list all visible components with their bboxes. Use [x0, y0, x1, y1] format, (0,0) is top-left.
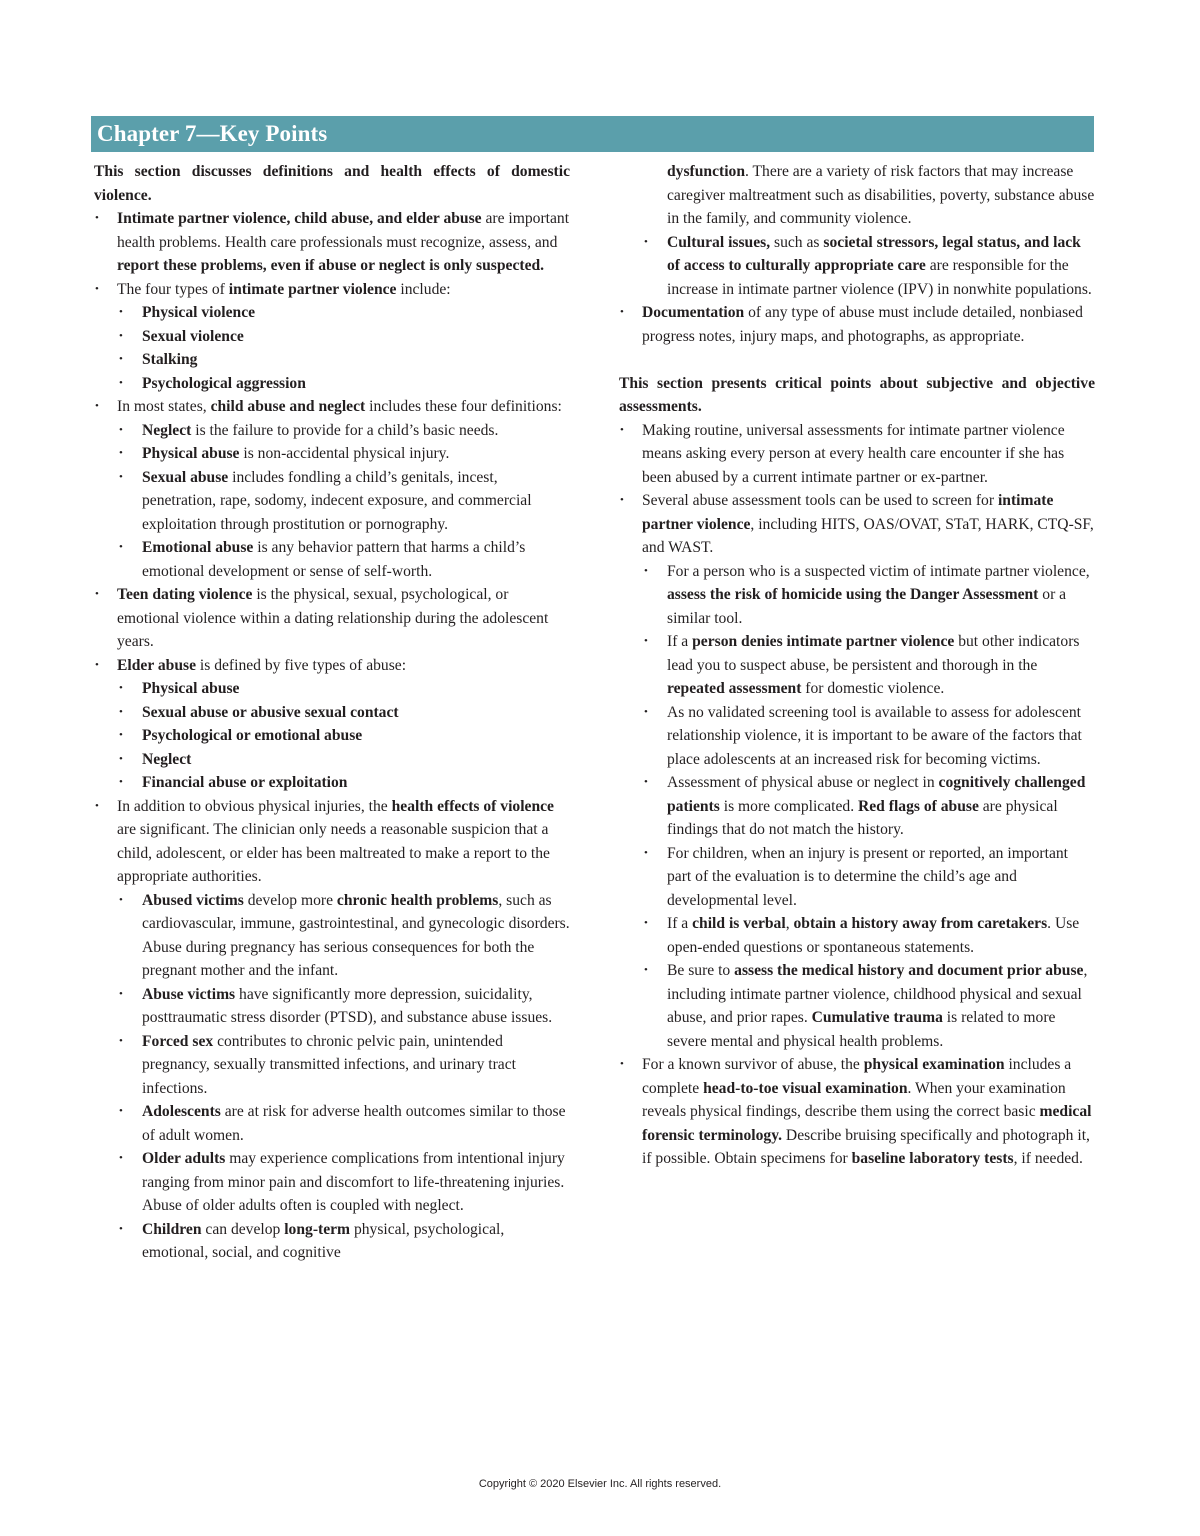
list-item: • Psychological aggression [94, 372, 570, 396]
list-item: • Neglect [94, 748, 570, 772]
sub-list [94, 301, 570, 395]
list-item: • Elder abuse is defined by five types of abuse: • Physical abuse • Sexual abuse or abusive sexual contact • Psychological or emotional abuse • Neglect • Financial abuse or exploitation [94, 654, 570, 795]
list-item: • Making routine, universal assessments for intimate partner violence means asking every person at every health care encounter if she has been abused by a current intimate partner or ex-partner. [619, 419, 1095, 490]
list-item: • Abused victims develop more chronic health problems, such as cardiovascular, immune, gastrointestinal, and gynecologic disorders. Abuse during pregnancy has serious consequences for both the pregnant mother and the infant. [94, 889, 570, 983]
list-item: • Adolescents are at risk for adverse health outcomes similar to those of adult women. [94, 1100, 570, 1147]
list-item: • Sexual abuse includes fondling a child’s genitals, incest, penetration, rape, sodomy, indecent exposure, and commercial exploitation through prostitution or pornography. [94, 466, 570, 537]
list-item: • Emotional abuse is any behavior pattern that harms a child’s emotional development or sense of self-worth. [94, 536, 570, 583]
left-column [94, 160, 570, 1265]
list-item: • Physical abuse is non-accidental physical injury. [94, 442, 570, 466]
list-item: • Teen dating violence is the physical, sexual, psychological, or emotional violence within a dating relationship during the adolescent years. [94, 583, 570, 654]
copyright-footer: Copyright © 2020 Elsevier Inc. All rights reserved. [478, 1478, 722, 1490]
list-item: • Assessment of physical abuse or neglect in cognitively challenged patients is more complicated. Red flags of abuse are physical findings that do not match the history. [619, 771, 1095, 842]
list-item: • Sexual abuse or abusive sexual contact [94, 701, 570, 725]
chapter-title-bar [91, 116, 1094, 152]
sub-list [94, 419, 570, 584]
list-item: • Older adults may experience complications from intentional injury ranging from minor pain and discomfort to life-threatening injuries. Abuse of older adults often is coupled with neglect. [94, 1147, 570, 1218]
section-intro: This section discusses definitions and health effects of domestic violence. [94, 163, 570, 204]
list-item: • If a person denies intimate partner violence but other indicators lead you to suspect abuse, be persistent and thorough in the repeated assessment for domestic violence. [619, 630, 1095, 701]
list-item: • Children can develop long-term physical, psychological, emotional, social, and cognitive [94, 1218, 570, 1265]
chapter-title: Chapter 7—Key Points [97, 121, 328, 146]
sub-list [94, 889, 570, 1265]
key-points-list [619, 301, 1095, 348]
list-item: • Cultural issues, such as societal stressors, legal status, and lack of access to culturally appropriate care are responsible for the increase in intimate partner violence (IPV) in nonwhite populations. [619, 231, 1095, 302]
list-item: • Documentation of any type of abuse must include detailed, nonbiased progress notes, injury maps, and photographs, as appropriate. [619, 301, 1095, 348]
list-item: • Stalking [94, 348, 570, 372]
right-column [619, 160, 1095, 1171]
list-item: • If a child is verbal, obtain a history away from caretakers. Use open-ended questions or spontaneous statements. [619, 912, 1095, 959]
list-item: • Physical violence [94, 301, 570, 325]
list-item: • Psychological or emotional abuse [94, 724, 570, 748]
list-item: • As no validated screening tool is available to assess for adolescent relationship violence, it is important to be aware of the factors that place adolescents at an increased risk for becoming victims. [619, 701, 1095, 772]
list-item: • Financial abuse or exploitation [94, 771, 570, 795]
sub-list [94, 677, 570, 795]
list-item: • Several abuse assessment tools can be used to screen for intimate partner violence, including HITS, OAS/OVAT, STaT, HARK, CTQ-SF, and WAST. • For a person who is a suspected victim of intimate partner violence, assess the risk of homicide using the Danger Assessment or a similar tool. • If a person denies intimate partner violence but other indicators lead you to suspect abuse, be persistent and thorough in the repeated assessment for domestic violence. • As no validated screening tool is available to assess for adolescent relationship violence, it is important to be aware of the factors that place adolescents at an increased risk for becoming victims. • Assessment of physical abuse or neglect in cognitively challenged patients is more complicated. Red flags of abuse are physical findings that do not match the history. • For children, when an injury is present or reported, an important part of the evaluation is to determine the child’s age and developmental level. • If a child is verbal, obtain a history away from caretakers. Use open-ended questions or spontaneous statements. • Be sure to assess the medical history and document prior abuse, including intimate partner violence, childhood physical and sexual abuse, and prior rapes. Cumulative trauma is related to more severe mental and physical health problems. [619, 489, 1095, 1053]
key-points-list [94, 207, 570, 1265]
list-item: • For a known survivor of abuse, the physical examination includes a complete head-to-toe visual examination. When your examination reveals physical findings, describe them using the correct basic medical forensic terminology. Describe bruising specifically and photograph it, if possible. Obtain specimens for baseline laboratory tests, if needed. [619, 1053, 1095, 1171]
list-item: • Sexual violence [94, 325, 570, 349]
list-item: • Physical abuse [94, 677, 570, 701]
list-item: • Abuse victims have significantly more depression, suicidality, posttraumatic stress disorder (PTSD), and substance abuse issues. [94, 983, 570, 1030]
key-points-list [619, 419, 1095, 1171]
list-item: • Neglect is the failure to provide for a child’s basic needs. [94, 419, 570, 443]
list-item: • The four types of intimate partner violence include: • Physical violence • Sexual violence • Stalking • Psychological aggression [94, 278, 570, 396]
list-item: • For a person who is a suspected victim of intimate partner violence, assess the risk of homicide using the Danger Assessment or a similar tool. [619, 560, 1095, 631]
continued-text: dysfunction. There are a variety of risk factors that may increase caregiver maltreatment such as disabilities, poverty, substance abuse in the family, and community violence. [667, 163, 1095, 227]
list-item: • For children, when an injury is present or reported, an important part of the evaluation is to determine the child’s age and developmental level. [619, 842, 1095, 913]
list-item: • In most states, child abuse and neglect includes these four definitions: • Neglect is the failure to provide for a child’s basic needs. • Physical abuse is non-accidental physical injury. • Sexual abuse includes fondling a child’s genitals, incest, penetration, rape, sodomy, indecent exposure, and commercial exploitation through prostitution or pornography. • Emotional abuse is any behavior pattern that harms a child’s emotional development or sense of self-worth. [94, 395, 570, 583]
list-item: • Intimate partner violence, child abuse, and elder abuse are important health problems. Health care professionals must recognize, assess, and report these problems, even if abuse or neglect is only suspected. [94, 207, 570, 278]
section-intro: This section presents critical points about subjective and objective assessments. [619, 374, 1095, 415]
list-item: • Be sure to assess the medical history and document prior abuse, including intimate partner violence, childhood physical and sexual abuse, and prior rapes. Cumulative trauma is related to more severe mental and physical health problems. [619, 959, 1095, 1053]
list-item: • In addition to obvious physical injuries, the health effects of violence are significant. The clinician only needs a reasonable suspicion that a child, adolescent, or elder has been maltreated to make a report to the appropriate authorities. • Abused victims develop more chronic health problems, such as cardiovascular, immune, gastrointestinal, and gynecologic disorders. Abuse during pregnancy has serious consequences for both the pregnant mother and the infant. • Abuse victims have significantly more depression, suicidality, posttraumatic stress disorder (PTSD), and substance abuse issues. • Forced sex contributes to chronic pelvic pain, unintended pregnancy, sexually transmitted infections, and urinary tract infections. • Adolescents are at risk for adverse health outcomes similar to those of adult women. • Older adults may experience complications from intentional injury ranging from minor pain and discomfort to life-threatening injuries. Abuse of older adults often is coupled with neglect. • Children can develop long-term physical, psychological, emotional, social, and cognitive [94, 795, 570, 1265]
list-item: • Forced sex contributes to chronic pelvic pain, unintended pregnancy, sexually transmitted infections, and urinary tract infections. [94, 1030, 570, 1101]
sub-list [619, 231, 1095, 302]
sub-list [619, 560, 1095, 1054]
